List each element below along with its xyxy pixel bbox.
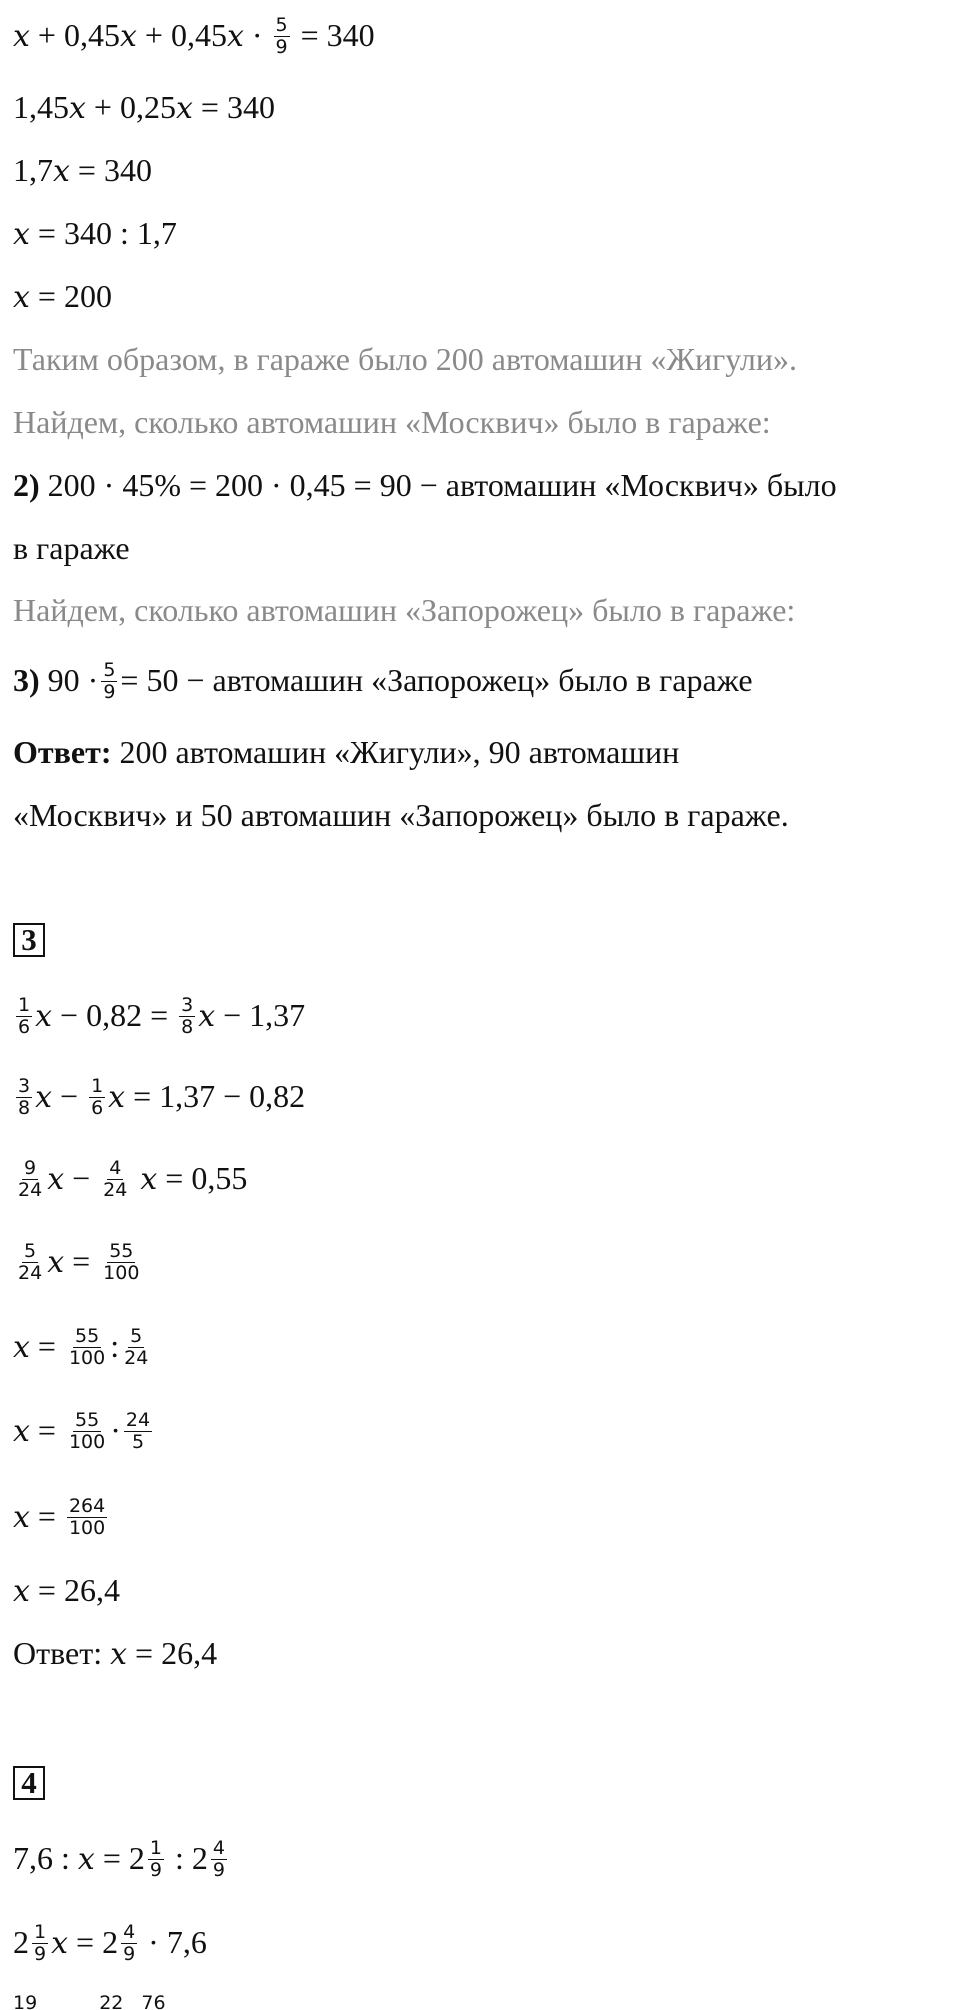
equation-line-5: x = 200 [13, 278, 112, 315]
task3-answer: Ответ: x = 26,4 [13, 1635, 218, 1672]
task3-line-6: x = $\frac{55}{100}$ · $\frac{24}{5}$ [13, 1409, 151, 1454]
answer-continuation: «Москвич» и 50 автомашин «Запорожец» было в гараже. [13, 797, 789, 833]
task4-line-2: 2 $\frac{1}{9}$ x = 2 $\frac{4}{9}$ · 7,6 [13, 1921, 207, 1966]
task3-line-7: x = $\frac{264}{100}$ [13, 1495, 106, 1540]
task3-line-5: x = $\frac{55}{100}$ : $\frac{5}{24}$ [13, 1325, 149, 1370]
answer: Ответ: 200 автомашин «Жигули», 90 автомашин [13, 734, 680, 770]
task3-line-3: $\frac{9}{24}$ x − $\frac{4}{24}$ x = 0,55 [18, 1157, 248, 1202]
task-number-box: 3 [13, 923, 45, 957]
equation-line-1: x + 0,45x + 0,45x · $\frac{5}{9}$ = 340 [13, 14, 375, 59]
equation-line-4: x = 340 : 1,7 [13, 215, 177, 252]
step-2: 2) 200 · 45% = 200 · 0,45 = 90 − автомашин «Москвич» было [13, 467, 837, 503]
fraction: $\frac{5}{9}$ [103, 659, 116, 704]
fraction: $\frac{5}{9}$ [275, 14, 288, 59]
equation-line-3: 1,7x = 340 [13, 152, 152, 189]
step-2-continuation: в гараже [13, 530, 130, 566]
task4-line-3-partial: 19 22 76 [13, 1992, 166, 2010]
step-3: 3) 90 · $\frac{5}{9}$ = 50 − автомашин «Запорожец» было в гараже [13, 659, 753, 704]
task4-line-1: 7,6 : x = 2 $\frac{1}{9}$ : 2 $\frac{4}{9}$ [13, 1837, 225, 1882]
equation-line-2: 1,45x + 0,25x = 340 [13, 89, 275, 126]
task3-line-4: $\frac{5}{24}$ x = $\frac{55}{100}$ [18, 1240, 140, 1285]
task-number-box: 4 [13, 1766, 45, 1800]
task3-line-2: $\frac{3}{8}$ x − $\frac{1}{6}$ x = 1,37 − 0,82 [18, 1075, 306, 1120]
task3-line-1: $\frac{1}{6}$ x − 0,82 = $\frac{3}{8}$ x − 1,37 [18, 994, 306, 1039]
explanation-text: Таким образом, в гараже было 200 автомашин «Жигули». [13, 341, 797, 377]
task3-line-8: x = 26,4 [13, 1572, 120, 1609]
explanation-text: Найдем, сколько автомашин «Москвич» было в гараже: [13, 404, 771, 440]
explanation-text: Найдем, сколько автомашин «Запорожец» было в гараже: [13, 592, 796, 628]
